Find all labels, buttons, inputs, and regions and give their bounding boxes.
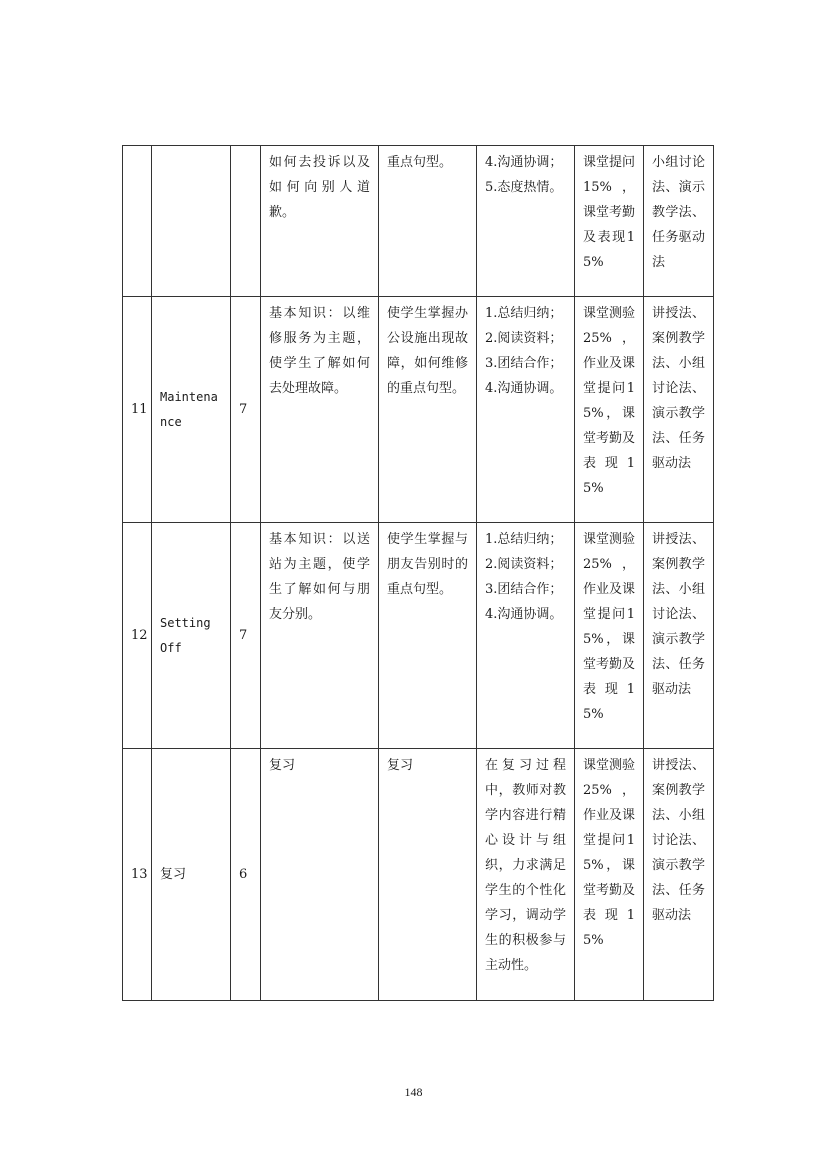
method-cell: 小组讨论法、演示教学法、任务驱动法	[644, 146, 714, 297]
unit-title: Maintena nce	[160, 389, 218, 429]
method-cell: 讲授法、案例教学法、小组讨论法、演示教学法、任务驱动法	[644, 749, 714, 1001]
unit-title-cell	[152, 749, 231, 1001]
unit-hours-cell: 6	[231, 749, 261, 1001]
ability-cell: 1.总结归纳； 2.阅读资料； 3.团结合作； 4.沟通协调。	[477, 523, 575, 749]
goal-cell: 复习	[379, 749, 477, 1001]
unit-title-cell	[152, 146, 231, 297]
knowledge-cell: 如何去投诉以及如何向别人道歉。	[261, 146, 379, 297]
course-schedule-table	[122, 145, 714, 1001]
method-cell: 讲授法、案例教学法、小组讨论法、演示教学法、任务驱动法	[644, 523, 714, 749]
unit-number-cell: 11	[123, 297, 152, 523]
evaluation-cell: 课堂测验25%，作业及课堂提问15%，课堂考勤及表现15%	[575, 523, 644, 749]
unit-hours-cell	[231, 146, 261, 297]
goal-cell: 使学生掌握与朋友告别时的重点句型。	[379, 523, 477, 749]
unit-title-cell	[152, 297, 231, 523]
table-row	[123, 146, 714, 297]
table-row	[123, 297, 714, 523]
table-row	[123, 749, 714, 1001]
knowledge-cell: 复习	[261, 749, 379, 1001]
ability-cell: 在复习过程中，教师对教学内容进行精心设计与组织，力求满足学生的个性化学习，调动学生的积极参与主动性。	[477, 749, 575, 1001]
goal-cell: 重点句型。	[379, 146, 477, 297]
unit-title: 复习	[160, 867, 187, 882]
knowledge-cell: 基本知识：以送站为主题，使学生了解如何与朋友分别。	[261, 523, 379, 749]
evaluation-cell: 课堂测验25%，作业及课堂提问15%，课堂考勤及表现15%	[575, 749, 644, 1001]
unit-hours-cell: 7	[231, 523, 261, 749]
evaluation-cell: 课堂测验25%，作业及课堂提问15%，课堂考勤及表现15%	[575, 297, 644, 523]
table-row	[123, 523, 714, 749]
ability-cell: 4.沟通协调； 5.态度热情。	[477, 146, 575, 297]
unit-title: Setting Off	[160, 615, 211, 655]
goal-cell: 使学生掌握办公设施出现故障，如何维修的重点句型。	[379, 297, 477, 523]
knowledge-cell: 基本知识：以维修服务为主题，使学生了解如何去处理故障。	[261, 297, 379, 523]
unit-number-cell: 13	[123, 749, 152, 1001]
page-number: 148	[404, 1085, 423, 1099]
method-cell: 讲授法、案例教学法、小组讨论法、演示教学法、任务驱动法	[644, 297, 714, 523]
evaluation-cell: 课堂提问15%，课堂考勤及表现15%	[575, 146, 644, 297]
unit-hours-cell: 7	[231, 297, 261, 523]
ability-cell: 1.总结归纳； 2.阅读资料； 3.团结合作； 4.沟通协调。	[477, 297, 575, 523]
unit-number-cell: 12	[123, 523, 152, 749]
unit-title-cell	[152, 523, 231, 749]
unit-number-cell	[123, 146, 152, 297]
